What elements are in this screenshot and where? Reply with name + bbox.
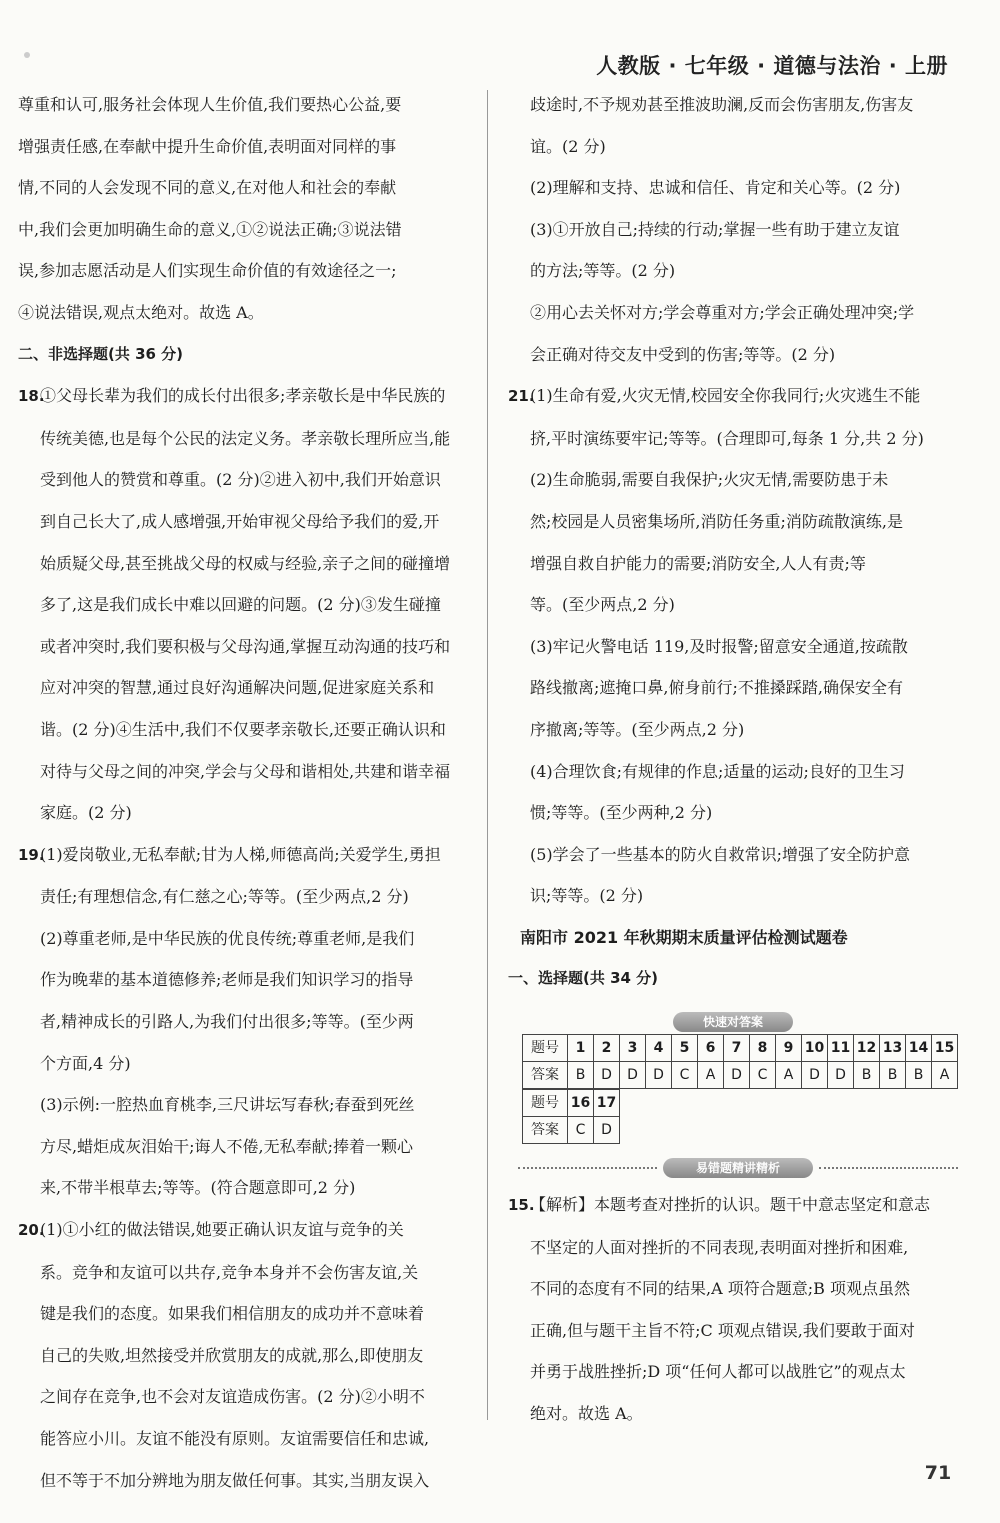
question-line [18,375,478,418]
line-text: 自己的失败,坦然接受并欣赏朋友的成就,那么,即使朋友 [40,1345,424,1365]
line-text: 等。(至少两点,2 分) [530,595,675,615]
answer-cell: D [620,1062,646,1089]
line-text: 增强自救自护能力的需要;消防安全,人人有责;等 [530,553,866,573]
question-line [508,1184,958,1227]
question-number: 19. [18,845,45,864]
line-text: 应对冲突的智慧,通过良好沟通解决问题,促进家庭关系和 [40,678,435,698]
text-line [508,1268,958,1310]
text-line [508,418,958,460]
text-line [508,626,958,668]
text-line [18,126,478,168]
line-text: (5)学会了一些基本的防火自救常识;增强了安全防护意 [530,844,911,864]
text-line [18,1252,478,1294]
line-text: (1)爱岗敬业,无私奉献;甘为人梯,师德高尚;关爱学生,勇担 [40,844,441,864]
question-number-cell: 10 [802,1035,828,1062]
answer-cell: D [594,1062,620,1089]
text-line [508,751,958,793]
text-line [508,126,958,168]
line-text: 不同的态度有不同的结果,A 项符合题意;B 项观点虽然 [530,1279,910,1299]
answer-cell: D [802,1062,828,1089]
text-line [18,667,478,709]
question-number-cell: 2 [594,1035,620,1062]
line-text: 增强责任感,在奉献中提升生命价值,表明面对同样的事 [18,136,397,156]
line-text: 然;校园是人员密集场所,消防任务重;消防疏散演练,是 [530,511,903,531]
line-text: 谐。(2 分)④生活中,我们不仅要孝亲敬长,还要正确认识和 [40,719,446,739]
answer-cell: B [880,1062,906,1089]
line-text: 【解析】本题考查对挫折的认识。题干中意志坚定和意志 [530,1195,931,1215]
answer-cell: B [568,1062,594,1089]
text-line [18,876,478,918]
question-number-cell: 7 [724,1035,750,1062]
line-text: 始质疑父母,甚至挑战父母的权威与经验,亲子之间的碰撞增 [40,553,451,573]
text-line [18,1460,478,1502]
line-text: ②用心去关怀对方;学会尊重对方;学会正确处理冲突;学 [530,302,915,322]
line-text: 之间存在竞争,也不会对友谊造成伤害。(2 分)②小明不 [40,1387,425,1407]
line-text: 家庭。(2 分) [40,803,132,823]
text-line [508,334,958,376]
section-choice-heading: 一、选择题(共 34 分) [508,969,659,988]
text-line [18,501,478,543]
line-text: 对待与父母之间的冲突,学会与父母和谐相处,共建和谐幸福 [40,761,451,781]
line-text: 作为晚辈的基本道德修养;老师是我们知识学习的指导 [40,970,414,990]
line-text: 误,参加志愿活动是人们实现生命价值的有效途径之一; [18,261,397,281]
line-text: 或者冲突时,我们要积极与父母沟通,掌握互动沟通的技巧和 [40,636,451,656]
line-text: 但不等于不加分辨地为朋友做任何事。其实,当朋友误入 [40,1470,430,1490]
text-line [508,1393,958,1435]
question-number-cell: 8 [750,1035,776,1062]
line-text: 绝对。故选 A。 [530,1404,643,1424]
question-number-cell: 4 [646,1035,672,1062]
text-line [18,292,478,334]
text-line [18,1167,478,1209]
text-line [508,792,958,834]
text-line [18,1418,478,1460]
answer-table-continued [522,1089,620,1144]
answer-table [522,1034,958,1089]
line-text: 谊。(2 分) [530,136,606,156]
line-text: 个方面,4 分) [40,1053,131,1073]
text-line [18,959,478,1001]
text-line [508,459,958,501]
line-text: 惯;等等。(至少两种,2 分) [530,803,713,823]
question-number-cell: 11 [828,1035,854,1062]
line-text: 系。竞争和友谊可以共存,竞争本身并不会伤害友谊,关 [40,1262,419,1282]
exam-title: 南阳市 2021 年秋期期末质量评估检测试题卷 [520,927,848,947]
text-line [508,667,958,709]
text-line [508,584,958,626]
page-header-title: 人教版 · 七年级 · 道德与法治 · 上册 [596,54,948,78]
label-question-no: 题号 [523,1090,568,1117]
question-line [18,834,478,877]
text-line [18,418,478,460]
question-line [508,375,958,418]
text-line [18,792,478,834]
right-top-text [508,84,958,917]
text-line [18,626,478,668]
line-text: 中,我们会更加明确生命的意义,①②说法正确;③说法错 [18,219,402,239]
line-text: 者,精神成长的引路人,为我们付出很多;等等。(至少两 [40,1012,414,1032]
text-line [508,875,958,917]
text-line [18,459,478,501]
text-line [18,751,478,793]
line-text: 会正确对待交友中受到的伤害;等等。(2 分) [530,344,836,364]
text-line [508,167,958,209]
right-column [508,84,958,1435]
label-answer: 答案 [523,1062,568,1089]
text-line [18,584,478,626]
corner-mark [24,52,30,58]
label-answer: 答案 [523,1117,568,1144]
line-text: (2)生命脆弱,需要自我保护;火灾无情,需要防患于未 [530,470,889,490]
text-line [508,84,958,126]
answer-cell: A [698,1062,724,1089]
dotted-rule [518,1167,657,1169]
left-column [18,84,478,1501]
right-bottom-text [508,1184,958,1435]
line-text: 方尽,蜡炬成灰泪始干;诲人不倦,无私奉献;捧着一颗心 [40,1136,413,1156]
answer-cell: A [932,1062,958,1089]
text-line [508,1351,958,1393]
line-text: (3)①开放自己;持续的行动;掌握一些有助于建立友谊 [530,219,900,239]
line-text: 二、非选择题(共 36 分) [18,344,184,363]
text-line [508,543,958,585]
answer-cell: C [672,1062,698,1089]
section-heading [18,334,478,376]
question-number-cell: 3 [620,1035,646,1062]
line-text: 路线撤离;遮掩口鼻,俯身前行;不推搡踩踏,确保安全有 [530,678,903,698]
line-text: 受到他人的赞赏和尊重。(2 分)②进入初中,我们开始意识 [40,470,441,490]
text-line [18,1376,478,1418]
question-number: 18. [18,387,45,406]
text-line [18,543,478,585]
question-number-cell: 13 [880,1035,906,1062]
line-text: 不坚定的人面对挫折的不同表现,表明面对挫折和困难, [530,1237,909,1257]
text-line [18,1126,478,1168]
explanation-separator [518,1158,958,1178]
line-text: 传统美德,也是每个公民的法定义务。孝亲敬长理所应当,能 [40,428,451,448]
question-number-cell: 1 [568,1035,594,1062]
explanation-badge: 易错题精讲精析 [663,1158,813,1178]
label-question-no: 题号 [523,1035,568,1062]
line-text: (1)生命有爱,火灾无情,校园安全你我同行;火灾逃生不能 [530,386,921,406]
answer-cell: D [646,1062,672,1089]
text-line [508,209,958,251]
question-number-cell: 15 [932,1035,958,1062]
text-line [18,209,478,251]
answer-cell: C [750,1062,776,1089]
text-line [18,250,478,292]
line-text: (2)理解和支持、忠诚和信任、肯定和关心等。(2 分) [530,178,901,198]
line-text: 情,不同的人会发现不同的意义,在对他人和社会的奉献 [18,178,397,198]
line-text: ①父母长辈为我们的成长付出很多;孝亲敬长是中华民族的 [40,386,446,406]
line-text: 序撤离;等等。(至少两点,2 分) [530,719,745,739]
line-text: (3)牢记火警电话 119,及时报警;留意安全通道,按疏散 [530,636,908,656]
answer-cell: D [724,1062,750,1089]
line-text: 并勇于战胜挫折;D 项“任何人都可以战胜它”的观点太 [530,1362,906,1382]
question-number: 15. [508,1196,535,1215]
question-number-cell: 17 [594,1090,620,1117]
question-number-cell: 14 [906,1035,932,1062]
line-text: 尊重和认可,服务社会体现人生价值,我们要热心公益,要 [18,95,402,114]
question-number-cell: 16 [568,1090,594,1117]
line-text: 能答应小川。友谊不能没有原则。友谊需要信任和忠诚, [40,1429,430,1448]
question-number-cell: 6 [698,1035,724,1062]
line-text: 挤,平时演练要牢记;等等。(合理即可,每条 1 分,共 2 分) [530,428,924,448]
text-line [18,918,478,960]
text-line [18,1001,478,1043]
answer-cell: B [906,1062,932,1089]
question-line [18,1209,478,1252]
line-text: (1)①小红的做法错误,她要正确认识友谊与竞争的关 [40,1220,404,1240]
line-text: (4)合理饮食;有规律的作息;适量的运动;良好的卫生习 [530,761,905,781]
line-text: 键是我们的态度。如果我们相信朋友的成功并不意味着 [40,1304,425,1324]
answer-cell: D [594,1117,620,1144]
line-text: 正确,但与题干主旨不符;C 项观点错误,我们要敢于面对 [530,1320,915,1340]
question-number-cell: 12 [854,1035,880,1062]
text-line [508,1227,958,1269]
text-line [18,1335,478,1377]
text-line [18,709,478,751]
line-text: 识;等等。(2 分) [530,886,644,906]
text-line [508,1310,958,1352]
page-number: 71 [924,1462,952,1484]
answer-cell: D [828,1062,854,1089]
text-line [508,709,958,751]
line-text: 责任;有理想信念,有仁慈之心;等等。(至少两点,2 分) [40,887,409,907]
question-number-cell: 9 [776,1035,802,1062]
text-line [18,1043,478,1085]
dotted-rule [819,1167,958,1169]
line-text: 的方法;等等。(2 分) [530,261,676,281]
text-line [508,292,958,334]
text-line [18,1084,478,1126]
question-number: 21. [508,387,535,406]
line-text: 多了,这是我们成长中难以回避的问题。(2 分)③发生碰撞 [40,595,441,615]
line-text: 到自己长大了,成人感增强,开始审视父母给予我们的爱,开 [40,511,440,531]
line-text: 歧途时,不予规劝甚至推波助澜,反而会伤害朋友,伤害友 [530,95,914,114]
text-line [18,1293,478,1335]
column-divider [487,90,488,1420]
text-line [508,834,958,876]
text-line [18,84,478,126]
answer-cell: C [568,1117,594,1144]
question-number-cell: 5 [672,1035,698,1062]
question-number: 20. [18,1221,45,1240]
text-line [508,501,958,543]
answer-cell: A [776,1062,802,1089]
line-text: ④说法错误,观点太绝对。故选 A。 [18,302,264,322]
text-line [18,167,478,209]
line-text: (2)尊重老师,是中华民族的优良传统;尊重老师,是我们 [40,928,415,948]
line-text: (3)示例:一腔热血育桃李,三尺讲坛写春秋;春蚕到死丝 [40,1095,415,1115]
answer-cell: B [854,1062,880,1089]
line-text: 来,不带半根草去;等等。(符合题意即可,2 分) [40,1178,356,1198]
quick-answers-badge: 快速对答案 [673,1012,793,1032]
text-line [508,250,958,292]
